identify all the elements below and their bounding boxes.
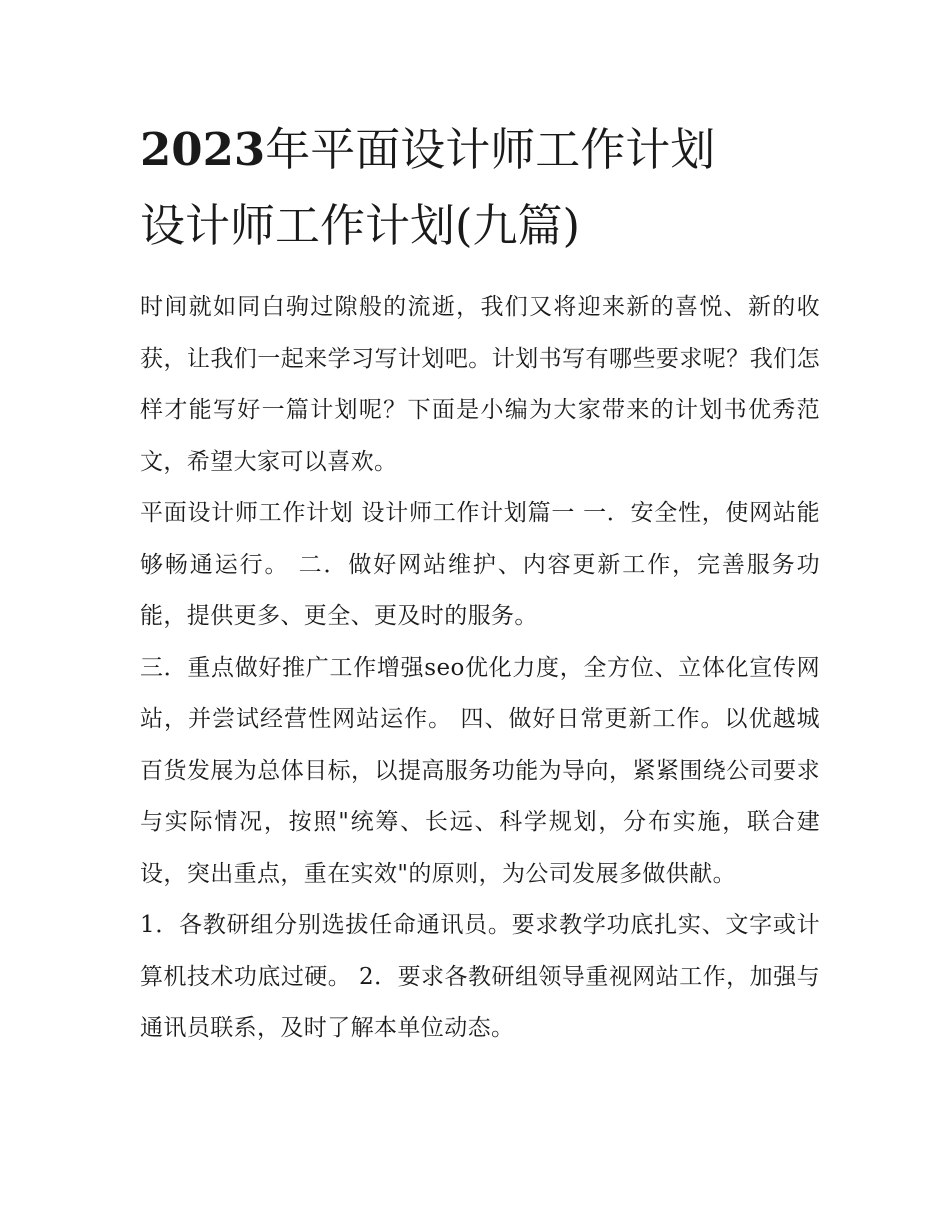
title-line-1	[140, 112, 820, 188]
title-line-2: 设计师工作计划(九篇)	[140, 199, 581, 252]
document-body	[140, 282, 820, 1055]
paragraph-numbered-items: 1．各教研组分别选拔任命通讯员。要求教学功底扎实、文字或计算机技术功底过硬。 2．要求各教研组领导重视网站工作，加强与通讯员联系，及时了解本单位动态。	[140, 912, 820, 1041]
document-page	[140, 112, 820, 1055]
title-year: 2023	[140, 123, 266, 176]
paragraph-section-one: 平面设计师工作计划 设计师工作计划篇一 一．安全性，使网站能够畅通运行。 二．做好网站维护、内容更新工作，完善服务功能，提供更多、更全、更及时的服务。	[140, 500, 820, 629]
title-line-1-text: 年平面设计师工作计划	[265, 123, 716, 176]
document-title	[140, 112, 820, 264]
paragraph-intro: 时间就如同白驹过隙般的流逝，我们又将迎来新的喜悦、新的收获，让我们一起来学习写计划吧。计划书写有哪些要求呢？我们怎样才能写好一篇计划呢？下面是小编为大家带来的计划书优秀范文，希望大家可以喜欢。	[140, 294, 820, 475]
paragraph-section-three: 三．重点做好推广工作增强seo优化力度，全方位、立体化宣传网站，并尝试经营性网站运作。 四、做好日常更新工作。以优越城百货发展为总体目标，以提高服务功能为导向，紧紧围绕公司要求与实际情况，按照"统筹、长远、科学规划，分布实施，联合建设，突出重点，重在实效"的原则，为公司发展多做供献。	[140, 654, 820, 887]
